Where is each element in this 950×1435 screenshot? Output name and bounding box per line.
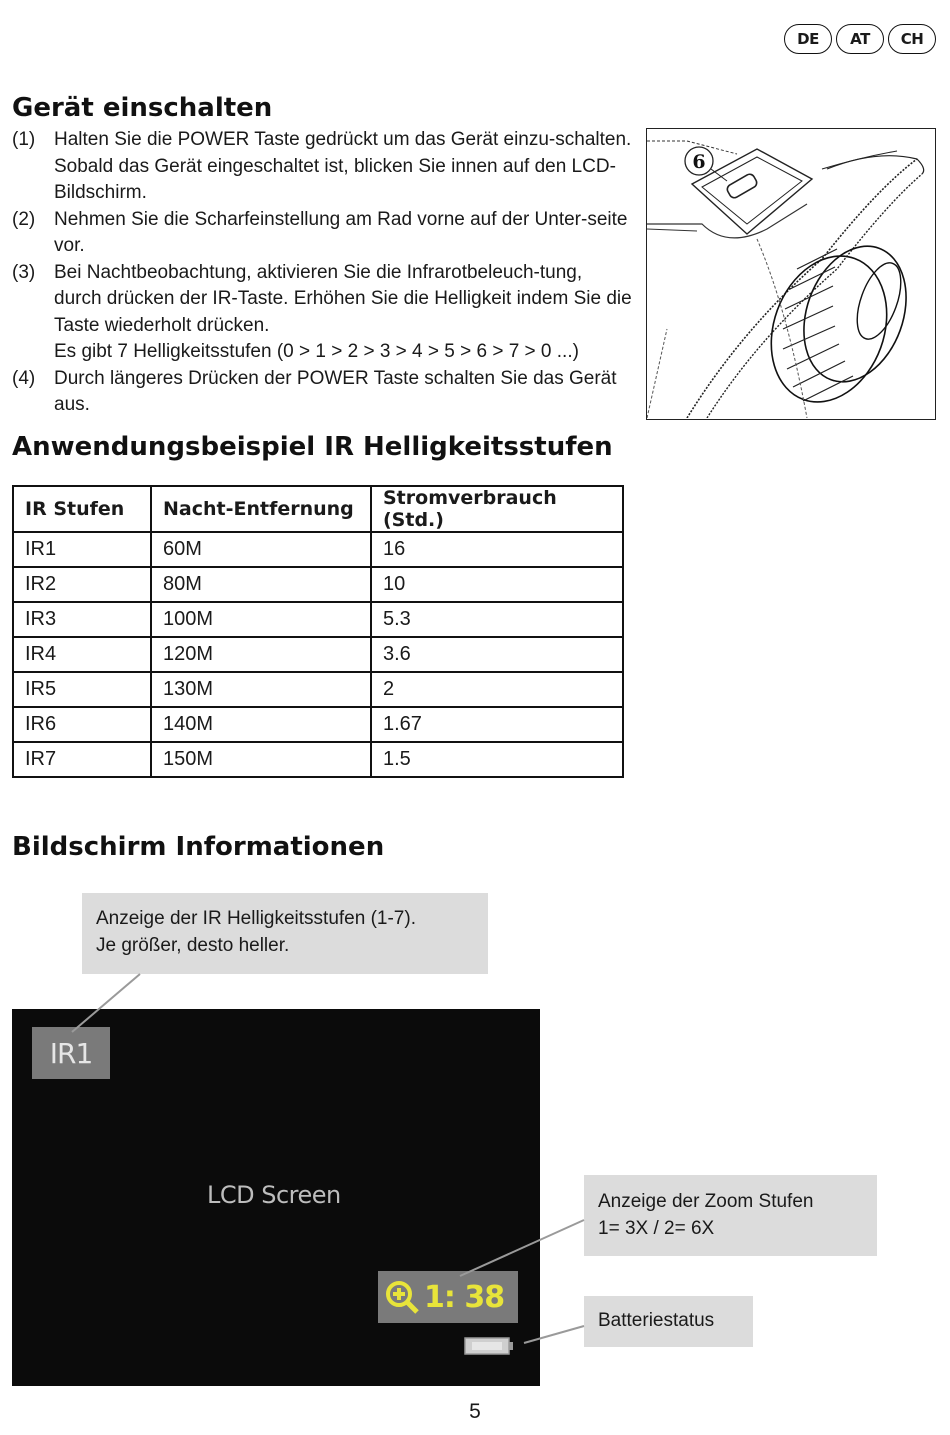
step-number: (2) <box>12 208 36 230</box>
table-row <box>13 637 623 672</box>
table-cell: 1.5 <box>371 742 623 777</box>
table-row <box>13 567 623 602</box>
table-row <box>13 672 623 707</box>
ir-level-text: IR1 <box>49 1036 93 1070</box>
table-cell: 10 <box>371 567 623 602</box>
step-number: (1) <box>12 129 36 150</box>
table-cell: IR2 <box>13 567 151 602</box>
table-cell: 130M <box>151 672 371 707</box>
country-badges <box>784 24 936 54</box>
focus-wheel-illustration <box>646 128 936 420</box>
table-cell: IR3 <box>13 602 151 637</box>
callout-zoom-level <box>584 1175 877 1256</box>
table-header-night-distance: Nacht-Entfernung <box>151 486 371 532</box>
table-cell: IR6 <box>13 707 151 742</box>
step-text: Durch längeres Drücken der POWER Taste schalten Sie das Gerät aus. <box>54 367 617 415</box>
table-cell: 100M <box>151 602 371 637</box>
step-extra-text: Es gibt 7 Helligkeitsstufen (0 > 1 > 2 > 3 > 4 > 5 > 6 > 7 > 0 ...) <box>54 341 579 362</box>
callout-ir-line2: Je größer, desto heller. <box>96 935 290 956</box>
power-on-steps <box>12 127 632 419</box>
lcd-screen-label: LCD Screen <box>207 1181 341 1209</box>
step-text-group <box>54 260 632 366</box>
country-badge-at: AT <box>836 24 884 54</box>
step-item <box>12 366 632 419</box>
step-number: (4) <box>12 367 36 389</box>
table-cell: 16 <box>371 532 623 567</box>
table-cell: IR5 <box>13 672 151 707</box>
table-cell: 60M <box>151 532 371 567</box>
section-title-screen-info: Bildschirm Informationen <box>12 832 385 862</box>
callout-ir-line1: Anzeige der IR Helligkeitsstufen (1-7). <box>96 908 416 929</box>
step-item <box>12 207 632 260</box>
table-cell: IR7 <box>13 742 151 777</box>
zoom-indicator <box>378 1271 518 1323</box>
table-cell: 80M <box>151 567 371 602</box>
table-cell: IR4 <box>13 637 151 672</box>
battery-icon <box>464 1336 514 1356</box>
ir-level-indicator <box>32 1027 110 1079</box>
zoom-in-icon <box>384 1279 420 1315</box>
table-header-power-consumption: Stromverbrauch (Std.) <box>371 486 623 532</box>
step-text: Halten Sie die POWER Taste gedrückt um das Gerät einzu-schalten. Sobald das Gerät eingeschaltet ist, blicken Sie innen auf den LCD-Bildschirm. <box>54 129 632 203</box>
step-item <box>12 260 632 366</box>
table-header-row <box>13 486 623 532</box>
table-cell: 120M <box>151 637 371 672</box>
device-line-drawing <box>647 129 934 418</box>
ir-levels-table <box>12 485 624 778</box>
country-badge-de: DE <box>784 24 832 54</box>
step-text: Bei Nachtbeobachtung, aktivieren Sie die Infrarotbeleuch-tung, durch drücken der IR-Taste. Erhöhen Sie die Helligkeit indem Sie die Taste wiederholt drücken. <box>54 261 632 336</box>
callout-marker-number: 6 <box>692 151 706 173</box>
table-cell: 150M <box>151 742 371 777</box>
lcd-screen <box>12 1009 540 1386</box>
table-cell: 3.6 <box>371 637 623 672</box>
table-row <box>13 602 623 637</box>
step-text: Nehmen Sie die Scharfeinstellung am Rad vorne auf der Unter-seite vor. <box>54 208 628 256</box>
section-title-ir-levels: Anwendungsbeispiel IR Helligkeitsstufen <box>12 432 613 462</box>
step-item <box>12 127 632 207</box>
table-row <box>13 532 623 567</box>
callout-ir-level <box>82 893 488 974</box>
table-row <box>13 742 623 777</box>
section-title-power-on: Gerät einschalten <box>12 93 273 123</box>
callout-battery-text: Batteriestatus <box>598 1310 715 1331</box>
step-number: (3) <box>12 261 36 283</box>
table-cell: 140M <box>151 707 371 742</box>
callout-battery <box>584 1296 753 1347</box>
callout-zoom-line2: 1= 3X / 2= 6X <box>598 1218 715 1239</box>
page-number: 5 <box>469 1400 481 1423</box>
table-cell: 5.3 <box>371 602 623 637</box>
table-cell: 1.67 <box>371 707 623 742</box>
callout-zoom-line1: Anzeige der Zoom Stufen <box>598 1191 814 1212</box>
table-header-ir-level: IR Stufen <box>13 486 151 532</box>
table-cell: IR1 <box>13 532 151 567</box>
table-cell: 2 <box>371 672 623 707</box>
country-badge-ch: CH <box>888 24 936 54</box>
table-row <box>13 707 623 742</box>
focus-wheel-drawing <box>752 232 924 418</box>
zoom-level-text: 1: 38 <box>424 1279 505 1315</box>
